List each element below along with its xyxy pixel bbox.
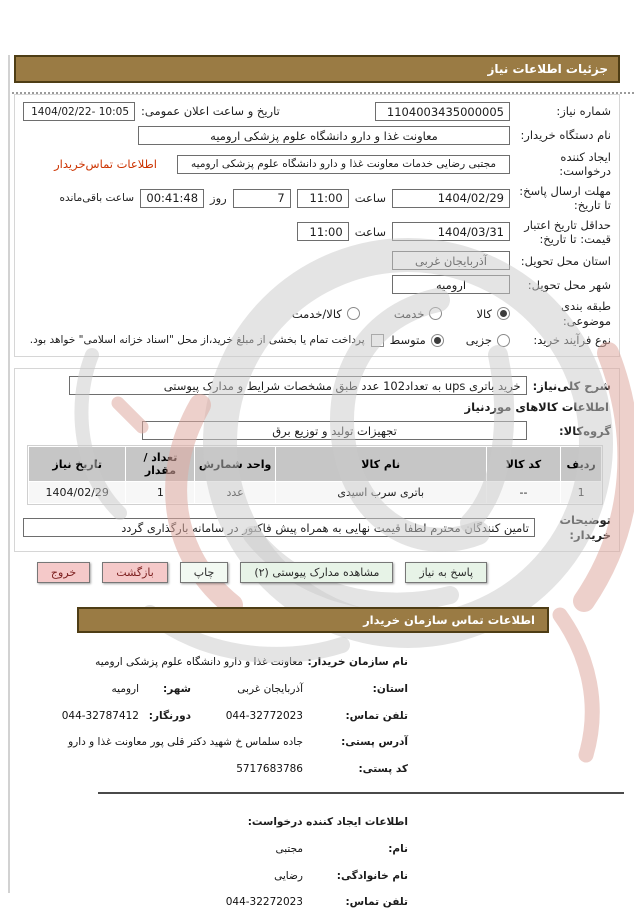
goods-info-heading: اطلاعات کالاهای موردنیاز <box>464 400 609 415</box>
buyer-remarks-label: توضیحات خریدار: <box>559 513 611 542</box>
col-item-name: نام کالا <box>276 447 486 481</box>
org-address-value: جاده سلماس خ شهید دکتر قلی پور معاونت غذا و دارو <box>68 736 303 749</box>
goods-group-label: گروه‌کالا: <box>559 423 611 438</box>
radio-medium-label: متوسط <box>389 333 426 348</box>
need-description-field[interactable]: خرید باتری ups به تعداد102 عدد طبق مشخصات شرایط و مدارک پیوستی <box>69 376 527 395</box>
need-description-row <box>23 376 611 395</box>
buyer-org-field[interactable]: معاونت غذا و دارو دانشگاه علوم پزشکی ارومیه <box>138 126 510 145</box>
col-quantity: تعداد / مقدار <box>126 447 194 481</box>
action-buttons <box>0 562 579 583</box>
buyer-remarks-row <box>23 513 611 542</box>
need-number-label: شماره نیاز: <box>556 104 611 119</box>
reply-hour-label: ساعت <box>354 190 386 205</box>
col-item-code: کد کالا <box>487 447 561 481</box>
classification-row <box>23 299 611 328</box>
org-phone-label: تلفن تماس: <box>345 709 408 722</box>
buyer-remarks-field[interactable]: تامین کنندگان محترم لطفا قیمت نهایی به همراه پیش فاکتور در سامانه بارگذاری گردد <box>23 518 535 537</box>
org-fax-value: 044-32787412 <box>61 709 139 722</box>
print-button[interactable]: چاپ <box>180 562 229 583</box>
creator-last-name-row <box>0 869 408 885</box>
reply-to-need-button[interactable]: پاسخ به نیاز <box>405 562 487 583</box>
details-header-bar <box>14 55 620 83</box>
classification-option-goods[interactable] <box>476 307 510 321</box>
delivery-province-label: استان محل تحویل: <box>520 253 611 268</box>
goods-table <box>27 445 603 505</box>
treasury-checkbox[interactable] <box>371 334 384 347</box>
radio-goods[interactable] <box>497 307 510 320</box>
org-phone-value: 044-32772023 <box>225 709 303 722</box>
creator-phone-label: تلفن تماس: <box>345 896 408 909</box>
process-option-minor[interactable] <box>466 333 510 347</box>
goods-table-header-row <box>29 447 601 481</box>
radio-goods-service-label: کالا/خدمت <box>291 306 342 321</box>
creator-field[interactable]: مجتبی رضایی خدمات معاونت غذا و دارو دانشگاه علوم پزشکی ارومیه <box>177 155 510 174</box>
radio-service-label: خدمت <box>393 306 425 321</box>
announce-datetime-field[interactable]: 1404/02/22- 10:05 <box>23 102 135 121</box>
org-contact-header-bar <box>77 607 549 633</box>
org-postal-row <box>0 762 408 778</box>
org-address-label: آدرس پستی: <box>341 736 408 749</box>
view-attachments-button[interactable]: مشاهده مدارک پیوستی (۲) <box>240 562 393 583</box>
org-postal-label: کد پستی: <box>358 763 408 776</box>
org-contact-section <box>0 655 408 778</box>
creator-first-name-row <box>0 842 408 858</box>
org-city-label: شهر: <box>163 682 191 695</box>
reply-deadline-time-field[interactable]: 11:00 <box>297 189 349 208</box>
delivery-city-field[interactable]: ارومیه <box>392 275 510 294</box>
back-button[interactable]: بازگشت <box>102 562 168 583</box>
creator-contact-section <box>0 816 408 911</box>
goods-table-row <box>29 482 601 503</box>
price-validity-row <box>23 218 611 247</box>
page-left-border <box>8 55 10 893</box>
reply-days-field[interactable]: 7 <box>233 189 291 208</box>
price-validity-date-field[interactable]: 1404/03/31 <box>392 222 510 241</box>
org-phone-fax-row <box>0 709 408 725</box>
exit-button[interactable]: خروج <box>37 562 90 583</box>
buyer-contact-link[interactable]: اطلاعات تماس‌خریدار <box>54 157 157 172</box>
need-number-row <box>23 102 611 121</box>
classification-label: طبقه بندی موضوعی: <box>561 299 611 328</box>
price-validity-time-field[interactable]: 11:00 <box>297 222 349 241</box>
day-label: روز <box>210 190 227 205</box>
goods-group-field[interactable]: تجهیزات تولید و توزیع برق <box>142 421 527 440</box>
remaining-time-field[interactable]: 00:41:48 <box>140 189 204 208</box>
validity-hour-label: ساعت <box>354 224 386 239</box>
radio-service[interactable] <box>429 307 442 320</box>
creator-phone-value: 044-32272023 <box>225 896 303 909</box>
org-name-row <box>0 655 408 671</box>
org-fax-label: دورنگار: <box>148 709 191 722</box>
creator-label: ایجاد کننده درخواست: <box>559 150 611 179</box>
classification-option-goods-service[interactable] <box>292 307 360 321</box>
cell-item-name: باتری سرب اسیدی <box>276 482 486 503</box>
cell-quantity: 1 <box>126 482 194 503</box>
col-row-number: ردیف <box>561 447 601 481</box>
process-type-row <box>23 333 611 347</box>
price-validity-label: حداقل تاریخ اعتبار قیمت: تا تاریخ: <box>524 217 611 246</box>
org-name-label: نام سازمان خریدار: <box>307 656 408 669</box>
cell-unit: عدد <box>195 482 274 503</box>
buyer-org-label: نام دستگاه خریدار: <box>520 128 611 143</box>
delivery-province-row <box>23 251 611 270</box>
org-province-city-row <box>0 682 408 698</box>
reply-deadline-row <box>23 184 611 213</box>
cell-row-number: 1 <box>561 482 601 503</box>
org-address-row <box>0 735 408 751</box>
need-description-label: شرح کلی‌نیاز: <box>532 378 611 393</box>
creator-first-name-label: نام: <box>388 842 408 855</box>
goods-group-row <box>23 421 611 440</box>
creator-contact-heading: اطلاعات ایجاد کننده درخواست: <box>247 815 408 828</box>
radio-minor[interactable] <box>497 334 510 347</box>
process-type-label: نوع فرآیند خرید: <box>533 333 611 347</box>
org-city-value: ارومیه <box>111 682 139 695</box>
classification-option-service[interactable] <box>394 307 443 321</box>
details-header-title: جزئیات اطلاعات نیاز <box>487 62 608 76</box>
creator-row <box>23 150 611 179</box>
need-number-field[interactable]: 1104003435000005 <box>375 102 510 121</box>
delivery-province-field[interactable]: آذربایجان غربی <box>392 251 510 270</box>
section-divider <box>98 792 624 794</box>
process-option-medium[interactable] <box>390 333 444 347</box>
classification-options <box>292 307 510 321</box>
org-province-label: استان: <box>372 682 408 695</box>
need-info-panel <box>14 94 620 357</box>
radio-medium[interactable] <box>431 334 444 347</box>
delivery-city-row <box>23 275 611 294</box>
creator-first-name-value: مجتبی <box>275 842 303 855</box>
treasury-note: پرداخت تمام یا بخشی از مبلغ خرید،از محل "اسناد خزانه اسلامی" خواهد بود. <box>29 334 365 347</box>
org-contact-header-title: اطلاعات تماس سازمان خریدار <box>363 613 535 628</box>
announce-datetime-label: تاریخ و ساعت اعلان عمومی: <box>141 104 280 119</box>
org-postal-value: 5717683786 <box>236 763 303 776</box>
org-name-value: معاونت غذا و دارو دانشگاه علوم پزشکی ارومیه <box>95 656 303 669</box>
need-description-panel <box>14 368 620 552</box>
radio-goods-label: کالا <box>476 306 492 321</box>
col-need-date: تاریخ نیاز <box>29 447 125 481</box>
cell-item-code: -- <box>487 482 561 503</box>
remaining-time-label: ساعت باقی‌مانده <box>59 191 135 204</box>
org-province-value: آذربایجان غربی <box>237 682 303 695</box>
creator-phone-row <box>0 895 408 911</box>
reply-deadline-date-field[interactable]: 1404/02/29 <box>392 189 510 208</box>
creator-last-name-label: نام خانوادگی: <box>336 869 408 882</box>
buyer-org-row <box>23 126 611 145</box>
radio-minor-label: جزیی <box>465 333 492 348</box>
radio-goods-service[interactable] <box>347 307 360 320</box>
delivery-city-label: شهر محل تحویل: <box>527 277 611 292</box>
process-type-options <box>390 333 510 347</box>
top-dotted-divider <box>12 92 634 94</box>
col-unit: واحد شمارش <box>195 447 274 481</box>
reply-deadline-label: مهلت ارسال پاسخ: تا تاریخ: <box>519 183 611 213</box>
cell-need-date: 1404/02/29 <box>29 482 125 503</box>
creator-last-name-value: رضایی <box>274 869 303 882</box>
